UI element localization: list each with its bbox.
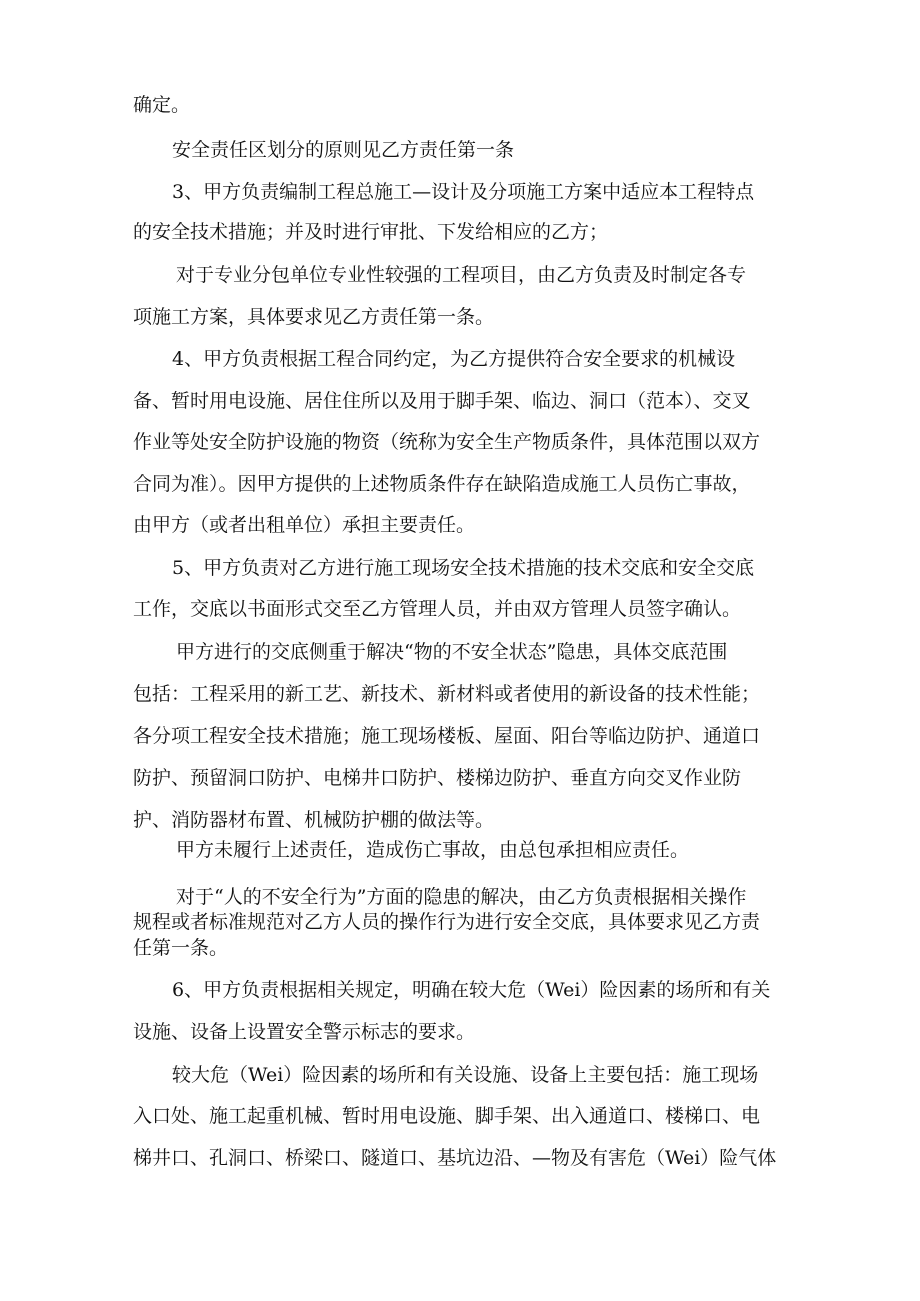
text-line: 对于专业分包单位专业性较强的工程项目，由乙方负责及时制定各专 <box>176 264 747 286</box>
text-line: 3、甲方负责编制工程总施工—设计及分项施工方案中适应本工程特点 <box>172 181 755 203</box>
text-line: 的安全技术措施；并及时进行审批、下发给相应的乙方； <box>133 221 609 243</box>
text-line: 4、甲方负责根据工程合同约定，为乙方提供符合安全要求的机械设 <box>172 348 736 370</box>
text-line: 由甲方（或者出租单位）承担主要责任。 <box>133 514 476 536</box>
text-line: 入口处、施工起重机械、暂时用电设施、脚手架、出入通道口、楼梯口、电 <box>133 1105 761 1127</box>
text-line: 备、暂时用电设施、居住住所以及用于脚手架、临边、洞口（范本）、交叉 <box>133 390 751 412</box>
text-line: 6、甲方负责根据相关规定，明确在较大危（Wei）险因素的场所和有关 <box>172 979 771 1001</box>
text-line: 工作，交底以书面形式交至乙方管理人员，并由双方管理人员签字确认。 <box>133 598 742 620</box>
text-line: 甲方未履行上述责任，造成伤亡事故，由总包承担相应责任。 <box>176 839 690 861</box>
text-line: 规程或者标准规范对乙方人员的操作行为进行安全交底，具体要求见乙方责 <box>133 911 761 933</box>
text-line: 5、甲方负责对乙方进行施工现场安全技术措施的技术交底和安全交底 <box>172 557 755 579</box>
text-line: 确定。 <box>133 94 191 116</box>
text-line: 安全责任区划分的原则见乙方责任第一条 <box>172 139 515 161</box>
text-line: 合同为准）。因甲方提供的上述物质条件存在缺陷造成施工人员伤亡事故， <box>133 473 751 495</box>
text-line: 对于“人的不安全行为”方面的隐患的解决，由乙方负责根据相关操作 <box>176 886 747 908</box>
text-line: 各分项工程安全技术措施；施工现场楼板、屋面、阳台等临边防护、通道口 <box>133 725 761 747</box>
text-line: 防护、预留洞口防护、电梯井口防护、楼梯边防护、垂直方向交叉作业防 <box>133 767 742 789</box>
text-line: 设施、设备上设置安全警示标志的要求。 <box>133 1021 476 1043</box>
text-line: 甲方进行的交底侧重于解决“物的不安全状态”隐患，具体交底范围 <box>176 641 728 663</box>
text-line: 较大危（Wei）险因素的场所和有关设施、设备上主要包括：施工现场 <box>172 1064 759 1086</box>
text-line: 梯井口、孔洞口、桥梁口、隧道口、基坑边沿、—物及有害危（Wei）险气体 <box>133 1147 777 1169</box>
text-line: 作业等处安全防护设施的物资（统称为安全生产物质条件，具体范围以双方 <box>133 431 761 453</box>
text-line: 任第一条。 <box>133 937 229 959</box>
text-line: 项施工方案，具体要求见乙方责任第一条。 <box>133 306 495 328</box>
text-line: 护、消防器材布置、机械防护棚的做法等。 <box>133 809 495 831</box>
text-line: 包括：工程采用的新工艺、新技术、新材料或者使用的新设备的技术性能； <box>133 683 761 705</box>
